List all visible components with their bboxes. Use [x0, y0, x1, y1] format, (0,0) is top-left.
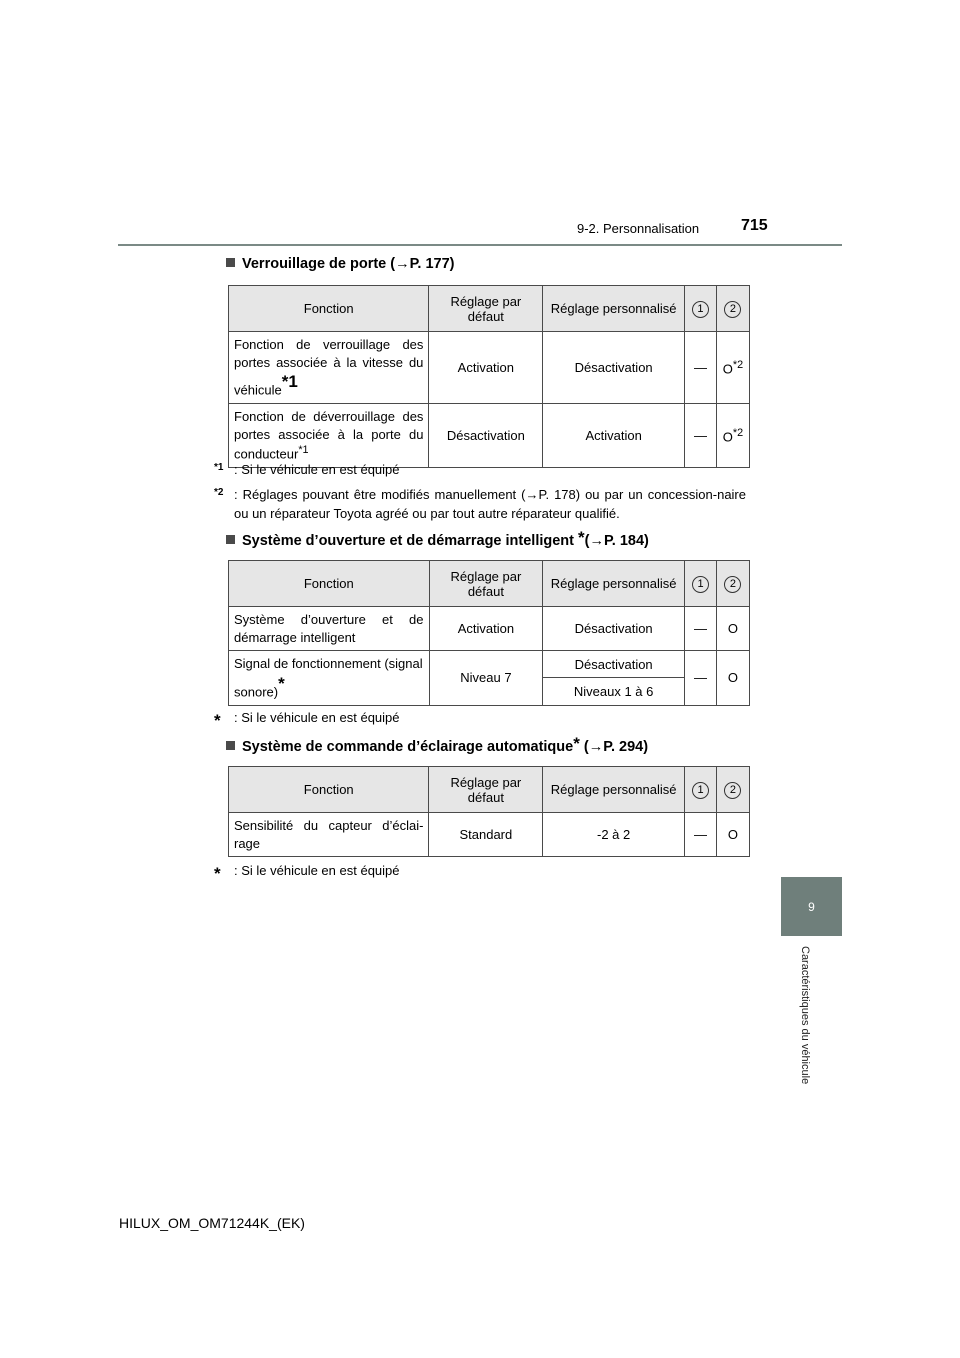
cell-c2: O	[716, 607, 749, 651]
footnote-text: : Si le véhicule en est équipé	[234, 462, 400, 477]
cell-defaut: Activation	[429, 607, 543, 651]
table-door-lock	[228, 285, 750, 468]
section-2-ref: (→P. 184)	[584, 533, 649, 549]
col-2	[716, 286, 749, 332]
c2-text: O	[722, 361, 733, 377]
section-2-title-text: Système d’ouverture et de démarrage intelligent	[242, 533, 574, 549]
footnote-mark: *2	[732, 358, 744, 371]
section-title: 9-2. Personnalisation	[577, 221, 700, 236]
col-defaut: Réglage par défaut	[429, 561, 543, 607]
table-auto-lighting	[228, 766, 750, 857]
table-header-row	[229, 286, 750, 332]
cell-fonction: Système d’ouverture et de démarrage intelligent	[229, 607, 430, 651]
col-defaut: Réglage par défaut	[429, 286, 543, 332]
cell-c2	[716, 332, 749, 404]
footnote-mark: *2	[214, 487, 224, 498]
cell-c1: —	[685, 651, 717, 705]
col-1	[685, 561, 717, 607]
circled-2: 2	[724, 782, 741, 799]
footnote-mark: *	[278, 673, 285, 693]
cell-fonction	[229, 332, 429, 404]
footnote-2	[214, 486, 754, 524]
footnote-mark: *1	[214, 462, 224, 473]
cell-perso: Niveaux 1 à 6	[543, 678, 685, 705]
col-fonction: Fonction	[229, 286, 429, 332]
section-3-title-text: Système de commande d’éclairage automatique	[242, 739, 574, 755]
footnote-mark: *	[578, 528, 585, 547]
footnote-text: : Réglages pouvant être modifiés manuellement (→P. 178) ou par un concession-naire ou un réparateur Toyota agréé ou par tout autre réparateur qualifié.	[234, 487, 746, 521]
cell-c1: —	[685, 403, 717, 467]
footnote-mark: *2	[732, 426, 744, 439]
c2-text: O	[722, 429, 733, 445]
table-row	[229, 332, 750, 404]
section-1-title-text: Verrouillage de porte (→P. 177)	[242, 256, 455, 272]
col-perso: Réglage personnalisé	[543, 561, 685, 607]
square-bullet-icon	[226, 258, 235, 267]
cell-defaut: Désactivation	[429, 403, 543, 467]
circled-1: 1	[692, 782, 709, 799]
table-header-row	[229, 561, 750, 607]
cell-c1: —	[685, 332, 717, 404]
col-perso: Réglage personnalisé	[543, 767, 685, 813]
cell-defaut: Standard	[429, 813, 543, 857]
circled-2: 2	[724, 576, 741, 593]
cell-c2	[716, 403, 749, 467]
cell-c2: O	[716, 813, 749, 857]
section-3-title	[226, 734, 648, 755]
footnote-mark: *	[573, 734, 580, 753]
circled-1: 1	[692, 576, 709, 593]
chapter-tab	[781, 877, 842, 936]
footnote-mark: *1	[281, 372, 298, 392]
fonction-text: Signal de fonctionnement (signal sonore)	[234, 656, 423, 699]
footnote-text: : Si le véhicule en est équipé	[234, 863, 400, 878]
table-header-row	[229, 767, 750, 813]
fonction-text: Fonction de déverrouillage des portes associée à la porte du conducteur	[234, 408, 424, 462]
col-2	[716, 767, 749, 813]
section-2-title	[226, 528, 649, 549]
footnote-1	[214, 461, 754, 481]
cell-perso: Désactivation	[543, 332, 685, 404]
cell-fonction	[229, 651, 430, 705]
table-row	[229, 403, 750, 467]
section-1-title	[226, 256, 454, 272]
cell-c1: —	[685, 607, 717, 651]
circled-1: 1	[692, 301, 709, 318]
footnote-mark: *	[214, 711, 221, 730]
cell-c1: —	[685, 813, 717, 857]
footnote-3	[214, 709, 754, 734]
cell-perso: Désactivation	[543, 651, 685, 678]
cell-fonction: Sensibilité du capteur d’éclai-rage	[229, 813, 429, 857]
footnote-mark: *1	[298, 444, 309, 457]
col-1	[685, 767, 717, 813]
table-row	[229, 607, 750, 651]
col-perso: Réglage personnalisé	[543, 286, 685, 332]
col-defaut: Réglage par défaut	[429, 767, 543, 813]
cell-perso: Désactivation	[543, 607, 685, 651]
footnote-mark: *	[214, 864, 221, 883]
cell-perso: Activation	[543, 403, 685, 467]
col-fonction: Fonction	[229, 561, 430, 607]
table-smart-entry	[228, 560, 750, 706]
circled-2: 2	[724, 301, 741, 318]
col-fonction: Fonction	[229, 767, 429, 813]
chapter-number: 9	[808, 899, 815, 914]
table-row	[229, 813, 750, 857]
col-2	[716, 561, 749, 607]
cell-fonction	[229, 403, 429, 467]
footnote-text: : Si le véhicule en est équipé	[234, 710, 400, 725]
document-code: HILUX_OM_OM71244K_(EK)	[119, 1215, 305, 1231]
fonction-text: Fonction de verrouillage des portes associée à la vitesse du véhicule	[234, 337, 424, 398]
square-bullet-icon	[226, 741, 235, 750]
cell-c2: O	[716, 651, 749, 705]
cell-defaut: Activation	[429, 332, 543, 404]
table-row	[229, 651, 750, 678]
header-rule	[118, 244, 842, 246]
chapter-label: Caractéristiques du véhicule	[799, 946, 811, 1085]
cell-perso: -2 à 2	[543, 813, 685, 857]
page-number: 715	[741, 217, 768, 234]
square-bullet-icon	[226, 535, 235, 544]
section-3-ref: (→P. 294)	[583, 739, 649, 755]
footnote-4	[214, 862, 754, 887]
cell-defaut: Niveau 7	[429, 651, 543, 705]
col-1	[685, 286, 717, 332]
